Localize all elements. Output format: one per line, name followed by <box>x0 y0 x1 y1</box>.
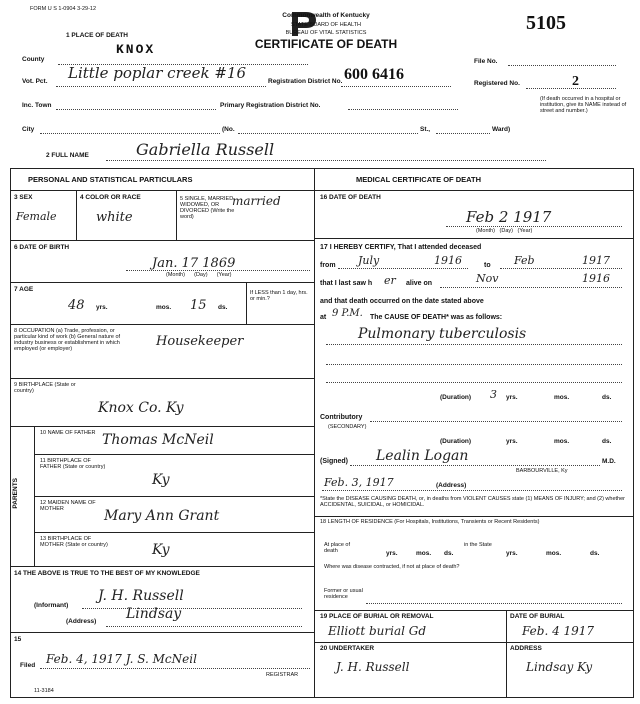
to-label: to <box>484 262 491 269</box>
father-birthplace-label: 11 BIRTHPLACE OF FATHER (State or country) <box>40 458 106 470</box>
full-name-label: 2 FULL NAME <box>46 152 89 159</box>
inc-town-label: Inc. Town <box>22 102 52 109</box>
duration-yrs: yrs. <box>506 394 518 401</box>
certificate-number: 5105 <box>526 12 566 34</box>
informant-heading: 14 THE ABOVE IS TRUE TO THE BEST OF MY KNOWLEDGE <box>14 570 200 577</box>
father-name-label: 10 NAME OF FATHER <box>40 430 96 436</box>
cause-note: *State the DISEASE CAUSING DEATH, or, in deaths from VIOLENT CAUSES state (1) MEANS OF INJURY; and (2) whether ACCIDENTAL, SUICIDAL, or HOMICIDAL. <box>320 496 625 508</box>
father-birthplace-value: Ky <box>152 472 170 488</box>
informant-address-label: (Address) <box>66 618 97 625</box>
age-years-value: 48 <box>68 298 85 313</box>
state-name: Commonwealth of Kentucky <box>282 12 370 19</box>
at-label: at <box>320 314 327 321</box>
dob-value: Jan. 17 1869 <box>152 256 236 271</box>
undertaker-address-label: ADDRESS <box>510 645 542 652</box>
vot-pct-value: Little poplar creek #16 <box>68 64 247 82</box>
burial-label: 19 PLACE OF BURIAL OR REMOVAL <box>320 613 434 620</box>
form-code: 11-3184 <box>34 688 54 694</box>
from-label: from <box>320 262 336 269</box>
registered-no-value: 2 <box>572 74 579 89</box>
to-year: 1917 <box>582 254 610 267</box>
duration-label: (Duration) <box>440 394 472 401</box>
state-yrs: yrs. <box>506 550 518 557</box>
residence-mos: mos. <box>416 550 432 557</box>
full-name-value: Gabriella Russell <box>136 140 275 159</box>
marital-label: 5 SINGLE, MARRIED WIDOWED, OR DIVORCED (Write the word) <box>180 196 235 220</box>
state-ds: ds. <box>590 550 600 557</box>
birthplace-label: 9 BIRTHPLACE (State or country) <box>14 382 76 394</box>
undertaker-label: 20 UNDERTAKER <box>320 645 375 652</box>
certify-text: 17 I HEREBY CERTIFY, That I attended deceased <box>320 244 482 251</box>
birthplace-value: Knox Co. Ky <box>98 400 184 416</box>
in-state-label: in the State <box>464 542 492 548</box>
city-label: City <box>22 126 35 133</box>
from-year: 1916 <box>434 254 462 267</box>
form-number: FORM U S 1-0904 3-29-12 <box>30 6 97 12</box>
age-mos-label: mos. <box>156 304 172 311</box>
reg-district-value: 600 6416 <box>344 66 404 83</box>
mother-birthplace-value: Ky <box>152 542 170 558</box>
to-value: Feb <box>514 254 535 267</box>
contributory-label: Contributory <box>320 414 363 421</box>
from-value: July <box>358 254 380 267</box>
color-label: 4 COLOR OR RACE <box>80 194 141 201</box>
barbourville-label: BARBOURVILLE, Ky <box>516 468 568 474</box>
residence-yrs: yrs. <box>386 550 398 557</box>
burial-date-label: DATE OF BURIAL <box>510 613 565 620</box>
box-15-label: 15 <box>14 636 22 643</box>
board-name: STATE BOARD OF HEALTH <box>291 22 361 28</box>
cause-label: The CAUSE OF DEATH* was as follows: <box>370 314 503 321</box>
primary-reg-label: Primary Registration District No. <box>220 102 321 109</box>
ward-label: Ward) <box>492 126 511 133</box>
marital-value: married <box>232 194 281 208</box>
duration-ds-2: ds. <box>602 438 612 445</box>
residence-ds: ds. <box>444 550 454 557</box>
signature-date: Feb. 3, 1917 <box>324 476 394 489</box>
alive-on-value: Nov <box>476 272 499 285</box>
informant-address-value: Lindsay <box>126 606 182 622</box>
no-label: (No. <box>222 126 235 133</box>
parents-label: PARENTS <box>12 478 19 509</box>
hospital-note: (If death occurred in a hospital or institution, give its NAME instead of street and number.) <box>540 96 627 114</box>
mother-birthplace-label: 13 BIRTHPLACE OF MOTHER (State or country) <box>40 536 108 548</box>
dob-sublabel: (Month) (Day) (Year) <box>166 272 232 278</box>
registered-no-label: Registered No. <box>474 80 520 87</box>
occupation-label: 8 OCCUPATION (a) Trade, profession, or particular kind of work (b) General nature of industry business or establishment in which employed (or employer) <box>14 328 121 352</box>
age-label: 7 AGE <box>14 286 34 293</box>
less-than-day-label: If LESS than 1 day, hrs. or min.? <box>250 290 308 302</box>
signature-address-label: (Address) <box>436 482 467 489</box>
duration-value: 3 <box>490 388 497 401</box>
mother-name-value: Mary Ann Grant <box>104 508 220 524</box>
duration-yrs-2: yrs. <box>506 438 518 445</box>
age-yrs-label: yrs. <box>96 304 108 311</box>
sex-value: Female <box>16 210 57 223</box>
death-occurred-text: and that death occurred on the date stated above <box>320 298 484 305</box>
signed-value: Lealin Logan <box>376 448 469 464</box>
sex-label: 3 SEX <box>14 194 33 201</box>
filed-value: Feb. 4, 1917 J. S. McNeil <box>46 652 197 666</box>
contracted-label: Where was disease contracted, if not at place of death? <box>324 564 460 570</box>
st-label: St., <box>420 126 431 133</box>
duration-mos-2: mos. <box>554 438 570 445</box>
at-value: 9 P.M. <box>332 308 363 319</box>
certificate <box>6 2 636 702</box>
cause-value: Pulmonary tuberculosis <box>358 326 527 342</box>
date-of-death-sublabel: (Month) (Day) (Year) <box>476 228 533 234</box>
medical-section-heading: MEDICAL CERTIFICATE OF DEATH <box>356 175 481 184</box>
personal-section-heading: PERSONAL AND STATISTICAL PARTICULARS <box>28 175 193 184</box>
former-residence-label: Former or usual residence <box>324 588 363 600</box>
undertaker-address-value: Lindsay Ky <box>526 660 593 674</box>
file-no-label: File No. <box>474 58 498 65</box>
age-days-value: 15 <box>190 298 207 313</box>
filed-label: Filed <box>20 662 36 669</box>
place-of-death-heading: 1 PLACE OF DEATH <box>66 32 128 39</box>
last-saw-value: er <box>384 274 396 287</box>
father-name-value: Thomas McNeil <box>102 432 214 448</box>
informant-value: J. H. Russell <box>98 588 184 604</box>
alive-on-label: alive on <box>406 280 433 287</box>
last-saw-label: that I last saw h <box>320 280 373 287</box>
vot-pct-label: Vot. Pct. <box>22 78 48 85</box>
secondary-label: (SECONDARY) <box>328 424 367 430</box>
signed-label: (Signed) <box>320 458 348 465</box>
informant-label: (Informant) <box>34 602 69 609</box>
mother-name-label: 12 MAIDEN NAME OF MOTHER <box>40 500 96 512</box>
undertaker-value: J. H. Russell <box>336 660 410 674</box>
duration-label-2: (Duration) <box>440 438 472 445</box>
alive-year: 1916 <box>582 272 610 285</box>
bureau-name: BUREAU OF VITAL STATISTICS <box>285 30 367 36</box>
burial-value: Elliott burial Gd <box>328 624 427 638</box>
duration-ds: ds. <box>602 394 612 401</box>
occupation-value: Housekeeper <box>156 334 244 349</box>
reg-district-label: Registration District No. <box>268 78 343 85</box>
age-ds-label: ds. <box>218 304 228 311</box>
county-value: KNOX <box>116 42 156 57</box>
color-value: white <box>96 210 133 225</box>
dob-label: 6 DATE OF BIRTH <box>14 244 70 251</box>
duration-mos: mos. <box>554 394 570 401</box>
county-label: County <box>22 56 45 63</box>
date-of-death-label: 16 DATE OF DEATH <box>320 194 381 201</box>
document-title: CERTIFICATE OF DEATH <box>254 37 398 51</box>
residence-label: 18 LENGTH OF RESIDENCE (For Hospitals, Institutions, Transients or Recent Residents) <box>320 519 540 525</box>
md-label: M.D. <box>602 458 616 465</box>
date-of-death-value: Feb 2 1917 <box>466 208 552 226</box>
registrar-label: REGISTRAR <box>266 672 299 678</box>
at-place-label: At place of death <box>324 542 350 554</box>
burial-date-value: Feb. 4 1917 <box>522 624 595 638</box>
state-mos: mos. <box>546 550 562 557</box>
